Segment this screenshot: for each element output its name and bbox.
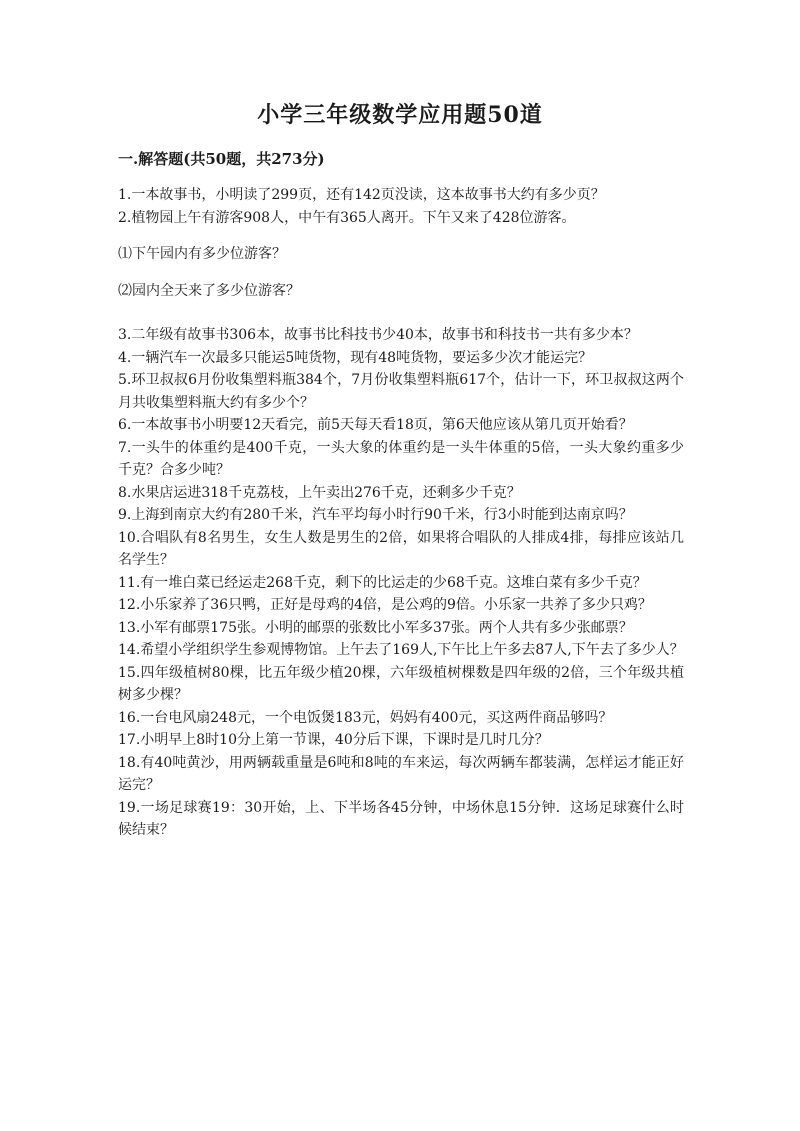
question-item: 9.上海到南京大约有280千米，汽车平均每小时行90千米，行3小时能到达南京吗？ xyxy=(118,507,633,523)
question-item: 12.小乐家养了36只鸭，正好是母鸡的4倍，是公鸡的9倍。小乐家一共养了多少只鸡？ xyxy=(118,597,652,613)
subquestion-item: ⑴下午园内有多少位游客？ xyxy=(118,246,286,262)
question-item: 18.有40吨黄沙，用两辆载重量是6吨和8吨的车来运，每次两辆车都装满，怎样运才能正好运完？ xyxy=(118,754,684,793)
question-item: 8.水果店运进318千克荔枝，上午卖出276千克，还剩多少千克？ xyxy=(118,484,521,501)
question-item: 3.二年级有故事书306本，故事书比科技书少40本，故事书和科技书一共有多少本？ xyxy=(118,327,638,343)
question-item: 13.小军有邮票175张。小明的邮票的张数比小军多37张。两个人共有多少张邮票？ xyxy=(118,619,633,636)
question-item: 2.植物园上午有游客908人，中午有365人离开。下午又来了428位游客。 xyxy=(118,209,576,226)
question-item: 6.一本故事书小明要12天看完，前5天每天看18页，第6天他应该从第几页开始看？ xyxy=(118,417,633,433)
question-item: 5.环卫叔叔6月份收集塑料瓶384个，7月份收集塑料瓶617个，估计一下，环卫叔叔这两个月共收集塑料瓶大约有多少个？ xyxy=(118,372,684,411)
section-heading: 一.解答题(共50题，共273分) xyxy=(118,150,325,168)
question-item: 11.有一堆白菜已经运走268千克，剩下的比运走的少68千克。这堆白菜有多少千克？ xyxy=(118,574,647,591)
question-item: 19.一场足球赛19：30开始，上、下半场各45分钟，中场休息15分钟．这场足球赛什么时候结束？ xyxy=(118,799,684,838)
question-item: 15.四年级植树80棵，比五年级少植20棵，六年级植树棵数是四年级的2倍，三个年级共植树多少棵？ xyxy=(118,664,684,703)
question-item: 4.一辆汽车一次最多只能运5吨货物，现有48吨货物，要运多少次才能运完？ xyxy=(118,349,593,366)
question-item: 1.一本故事书，小明读了299页，还有142页没读，这本故事书大约有多少页？ xyxy=(118,187,605,203)
subquestion-item: ⑵园内全天来了多少位游客？ xyxy=(118,282,300,299)
question-list xyxy=(118,184,684,842)
question-item: 17.小明早上8时10分上第一节课，40分后下课，下课时是几时几分？ xyxy=(118,732,549,748)
question-item: 14.希望小学组织学生参观博物馆。上午去了169人,下午比上午多去87人,下午去了多少人？ xyxy=(118,642,684,658)
page-title: 小学三年级数学应用题50道 xyxy=(257,102,543,128)
question-item: 10.合唱队有8名男生，女生人数是男生的2倍，如果将合唱队的人排成4排，每排应该站几名学生？ xyxy=(118,529,684,568)
question-item: 16.一台电风扇248元，一个电饭煲183元，妈妈有400元，买这两件商品够吗？ xyxy=(118,709,613,726)
question-item: 7.一头牛的体重约是400千克，一头大象的体重约是一头牛体重的5倍，一头大象约重多少千克？合多少吨？ xyxy=(118,439,684,478)
